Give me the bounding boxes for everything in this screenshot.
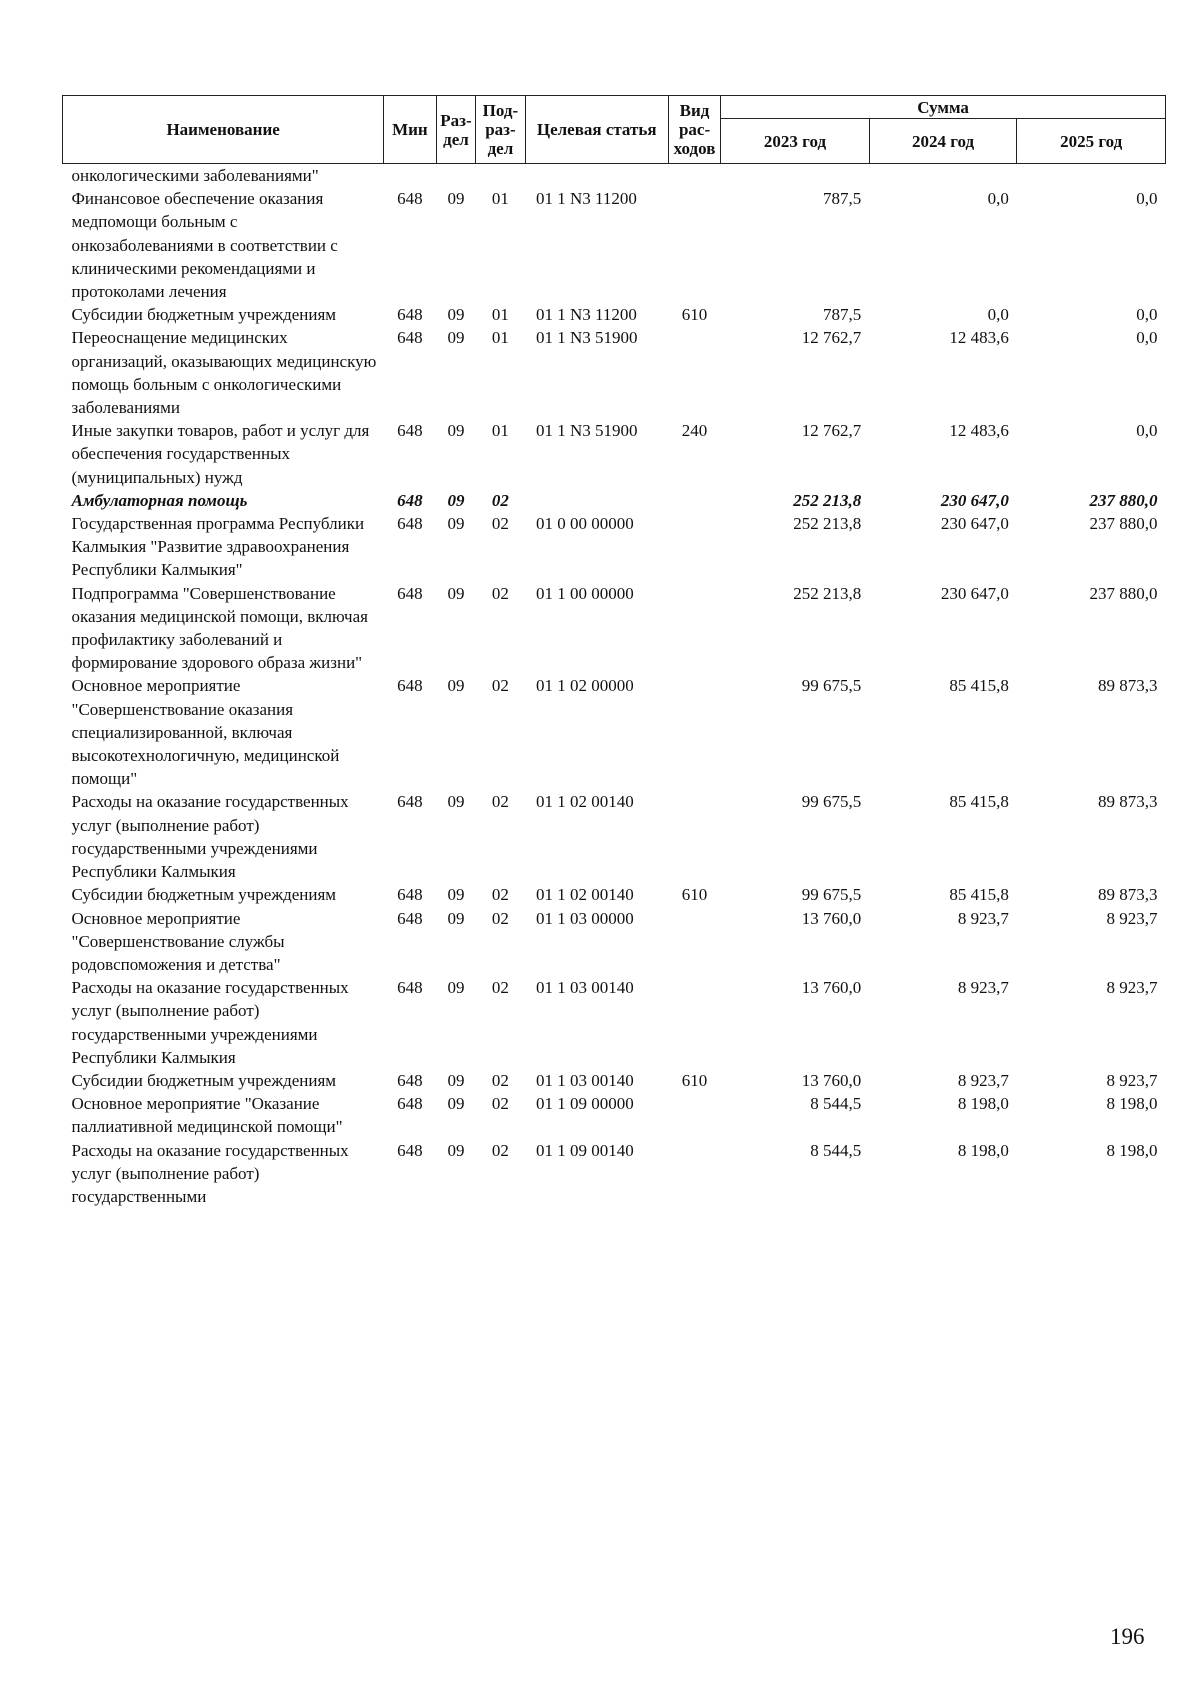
row-name: Амбулаторная помощь: [71, 490, 248, 510]
row-vid: 610: [681, 1070, 708, 1090]
table-header: [63, 96, 1166, 164]
row-podrazdel: 01: [491, 189, 509, 209]
row-podrazdel: [476, 164, 525, 188]
table-row: [63, 582, 1166, 675]
row-name: Расходы на оказание государственных услуг (выполнение работ) государственными учреждениями Республики Калмыкия: [71, 792, 349, 882]
row-razdel: 09: [447, 792, 465, 812]
header-min: Мин: [384, 96, 436, 164]
header-celevaya: Целевая статья: [525, 96, 668, 164]
table-row: [63, 907, 1166, 977]
row-name: Субсидии бюджетным учреждениям: [71, 1070, 337, 1090]
row-podrazdel: 02: [491, 583, 509, 603]
row-vid: [668, 512, 720, 582]
row-razdel: 09: [447, 1070, 465, 1090]
row-podrazdel: 02: [491, 978, 509, 998]
row-sum-2024: 230 647,0: [940, 583, 1009, 603]
row-podrazdel: 02: [491, 1070, 509, 1090]
row-sum-2025: 8 198,0: [1106, 1094, 1158, 1114]
row-min: 648: [397, 1140, 423, 1160]
table-row: [63, 1092, 1166, 1138]
header-2025: 2025 год: [1017, 119, 1166, 164]
row-celevaya: 01 1 09 00000: [536, 1094, 634, 1114]
row-razdel: 09: [447, 490, 465, 510]
row-name: Основное мероприятие "Оказание паллиативной медицинской помощи": [71, 1094, 343, 1137]
row-sum-2025: 0,0: [1136, 189, 1158, 209]
row-celevaya: 01 1 N3 51900: [536, 421, 638, 441]
row-min: 648: [397, 189, 423, 209]
row-sum-2025: 237 880,0: [1089, 514, 1158, 534]
row-vid: 610: [681, 885, 708, 905]
row-vid: [668, 674, 720, 790]
row-vid: [668, 187, 720, 303]
row-sum-2024: 12 483,6: [949, 328, 1009, 348]
row-vid: [668, 976, 720, 1069]
table-row: [63, 164, 1166, 188]
row-razdel: 09: [447, 1094, 465, 1114]
row-sum-2024: 230 647,0: [940, 490, 1009, 510]
row-name: Финансовое обеспечение оказания медпомощи больным с онкозаболеваниями в соответствии с клиническими рекомендациями и протоколами лечения: [71, 189, 338, 302]
budget-sheet: [62, 95, 1166, 1208]
row-sum-2025: 8 923,7: [1106, 978, 1158, 998]
row-sum-2023: 252 213,8: [793, 514, 862, 534]
row-vid: [668, 790, 720, 883]
row-sum-2024: [869, 164, 1017, 188]
header-summa: Сумма: [721, 96, 1166, 119]
row-razdel: 09: [447, 676, 465, 696]
row-sum-2023: 252 213,8: [793, 583, 862, 603]
row-sum-2023: 99 675,5: [801, 885, 862, 905]
row-sum-2023: 13 760,0: [801, 908, 862, 928]
row-sum-2025: 237 880,0: [1089, 583, 1158, 603]
row-min: 648: [397, 978, 423, 998]
row-razdel: 09: [447, 1140, 465, 1160]
page-number: 196: [1110, 1624, 1145, 1649]
row-sum-2023: 99 675,5: [801, 676, 862, 696]
row-podrazdel: 02: [491, 908, 509, 928]
row-name: Основное мероприятие "Совершенствование оказания специализированной, включая высокотехнологичную, медицинской помощи": [71, 676, 340, 789]
row-name: Подпрограмма "Совершенствование оказания медицинской помощи, включая профилактику заболеваний и формирование здорового образа жизни": [71, 583, 368, 673]
table-row: [63, 512, 1166, 582]
row-razdel: 09: [447, 583, 465, 603]
row-podrazdel: 01: [491, 421, 509, 441]
table-row: [63, 489, 1166, 512]
budget-table: [62, 95, 1166, 1208]
row-sum-2024: 8 923,7: [957, 1070, 1009, 1090]
row-name: Субсидии бюджетным учреждениям: [71, 305, 337, 325]
table-row: [63, 303, 1166, 326]
row-sum-2023: [721, 164, 870, 188]
row-sum-2023: 787,5: [823, 305, 862, 325]
table-body: [63, 164, 1166, 1209]
row-sum-2025: 237 880,0: [1089, 490, 1158, 510]
table-row: [63, 1069, 1166, 1092]
row-sum-2023: 252 213,8: [793, 490, 862, 510]
row-min: 648: [397, 885, 423, 905]
row-sum-2023: 8 544,5: [810, 1140, 862, 1160]
row-min: 648: [397, 583, 423, 603]
row-sum-2024: 8 923,7: [957, 978, 1009, 998]
row-sum-2023: 12 762,7: [801, 328, 862, 348]
row-sum-2023: 8 544,5: [810, 1094, 862, 1114]
row-sum-2023: 12 762,7: [801, 421, 862, 441]
row-name: Расходы на оказание государственных услуг (выполнение работ) государственными учреждениями Республики Калмыкия: [71, 978, 349, 1067]
row-sum-2024: 85 415,8: [949, 792, 1009, 812]
row-min: 648: [397, 328, 423, 348]
table-row: [63, 187, 1166, 303]
row-sum-2024: 12 483,6: [949, 421, 1009, 441]
header-2023: 2023 год: [721, 119, 870, 164]
row-sum-2025: 8 198,0: [1106, 1140, 1158, 1160]
row-name: Иные закупки товаров, работ и услуг для обеспечения государственных (муниципальных) нужд: [71, 421, 370, 487]
row-sum-2025: 0,0: [1136, 421, 1158, 441]
row-min: 648: [397, 514, 423, 534]
row-podrazdel: 02: [491, 792, 509, 812]
row-podrazdel: 02: [491, 514, 509, 534]
table-row: [63, 790, 1166, 883]
row-celevaya: 01 1 N3 11200: [536, 189, 637, 209]
row-min: 648: [397, 676, 423, 696]
row-vid: [668, 582, 720, 675]
table-row: [63, 419, 1166, 489]
row-sum-2024: 0,0: [987, 189, 1009, 209]
table-row: [63, 326, 1166, 419]
table-row: [63, 976, 1166, 1069]
row-sum-2024: 0,0: [987, 305, 1009, 325]
row-min: 648: [397, 490, 423, 510]
row-celevaya: 01 1 03 00000: [536, 908, 634, 928]
row-sum-2025: 8 923,7: [1106, 1070, 1158, 1090]
row-podrazdel: 02: [491, 490, 509, 510]
header-2024: 2024 год: [869, 119, 1017, 164]
row-celevaya: 01 0 00 00000: [536, 514, 634, 534]
row-name: Переоснащение медицинских организаций, оказывающих медицинскую помощь больным с онкологическими заболеваниями: [71, 328, 377, 418]
row-name: Государственная программа Республики Калмыкия "Развитие здравоохранения Республики Калмыкия": [71, 514, 365, 580]
row-vid: [668, 1092, 720, 1138]
row-podrazdel: 02: [491, 1140, 509, 1160]
row-sum-2024: 8 198,0: [957, 1094, 1009, 1114]
row-sum-2023: 99 675,5: [801, 792, 862, 812]
row-celevaya: [525, 164, 668, 188]
row-min: [384, 164, 436, 188]
row-podrazdel: 01: [491, 305, 509, 325]
row-razdel: 09: [447, 328, 465, 348]
row-sum-2025: 0,0: [1136, 328, 1158, 348]
row-razdel: 09: [447, 189, 465, 209]
row-min: 648: [397, 421, 423, 441]
row-razdel: 09: [447, 978, 465, 998]
row-vid: [668, 164, 720, 188]
row-podrazdel: 02: [491, 1094, 509, 1114]
row-celevaya: 01 1 03 00140: [536, 978, 634, 998]
row-sum-2024: 85 415,8: [949, 885, 1009, 905]
table-row: [63, 883, 1166, 906]
row-celevaya: 01 1 N3 51900: [536, 328, 638, 348]
row-vid: [668, 907, 720, 977]
row-sum-2024: 8 923,7: [957, 908, 1009, 928]
row-razdel: 09: [447, 908, 465, 928]
row-name: онкологическими заболеваниями": [71, 166, 319, 185]
row-min: 648: [397, 305, 423, 325]
row-sum-2025: 89 873,3: [1098, 792, 1158, 812]
row-sum-2025: 8 923,7: [1106, 908, 1158, 928]
row-name: Субсидии бюджетным учреждениям: [71, 885, 337, 905]
row-min: 648: [397, 1094, 423, 1114]
row-razdel: 09: [447, 421, 465, 441]
row-name: Основное мероприятие "Совершенствование службы родовспоможения и детства": [71, 908, 285, 974]
row-podrazdel: 02: [491, 885, 509, 905]
row-celevaya: 01 1 00 00000: [536, 583, 634, 603]
row-podrazdel: 02: [491, 676, 509, 696]
row-razdel: [436, 164, 476, 188]
row-sum-2023: 13 760,0: [801, 1070, 862, 1090]
header-vid: Вид рас-ходов: [668, 96, 720, 164]
row-vid: 240: [681, 421, 708, 441]
row-vid: 610: [681, 305, 708, 325]
row-celevaya: [525, 489, 668, 512]
row-sum-2024: 230 647,0: [940, 514, 1009, 534]
header-razdel: Раз-дел: [436, 96, 476, 164]
header-name: Наименование: [63, 96, 384, 164]
header-podrazdel: Под-раз-дел: [476, 96, 525, 164]
row-celevaya: 01 1 03 00140: [536, 1070, 634, 1090]
row-vid: [668, 1139, 720, 1209]
table-row: [63, 1139, 1166, 1209]
row-min: 648: [397, 1070, 423, 1090]
row-name: Расходы на оказание государственных услуг (выполнение работ) государственными: [71, 1140, 349, 1206]
row-vid: [668, 326, 720, 419]
row-sum-2025: 89 873,3: [1098, 676, 1158, 696]
row-podrazdel: 01: [491, 328, 509, 348]
row-sum-2025: 89 873,3: [1098, 885, 1158, 905]
row-razdel: 09: [447, 514, 465, 534]
row-sum-2023: 13 760,0: [801, 978, 862, 998]
row-sum-2024: 85 415,8: [949, 676, 1009, 696]
row-celevaya: 01 1 02 00140: [536, 885, 634, 905]
row-celevaya: 01 1 02 00140: [536, 792, 634, 812]
row-razdel: 09: [447, 885, 465, 905]
row-celevaya: 01 1 N3 11200: [536, 305, 637, 325]
table-row: [63, 674, 1166, 790]
row-celevaya: 01 1 02 00000: [536, 676, 634, 696]
row-celevaya: 01 1 09 00140: [536, 1140, 634, 1160]
row-sum-2025: [1017, 164, 1166, 188]
row-razdel: 09: [447, 305, 465, 325]
row-min: 648: [397, 908, 423, 928]
row-vid: [668, 489, 720, 512]
row-sum-2023: 787,5: [823, 189, 862, 209]
row-sum-2025: 0,0: [1136, 305, 1158, 325]
row-sum-2024: 8 198,0: [957, 1140, 1009, 1160]
row-min: 648: [397, 792, 423, 812]
